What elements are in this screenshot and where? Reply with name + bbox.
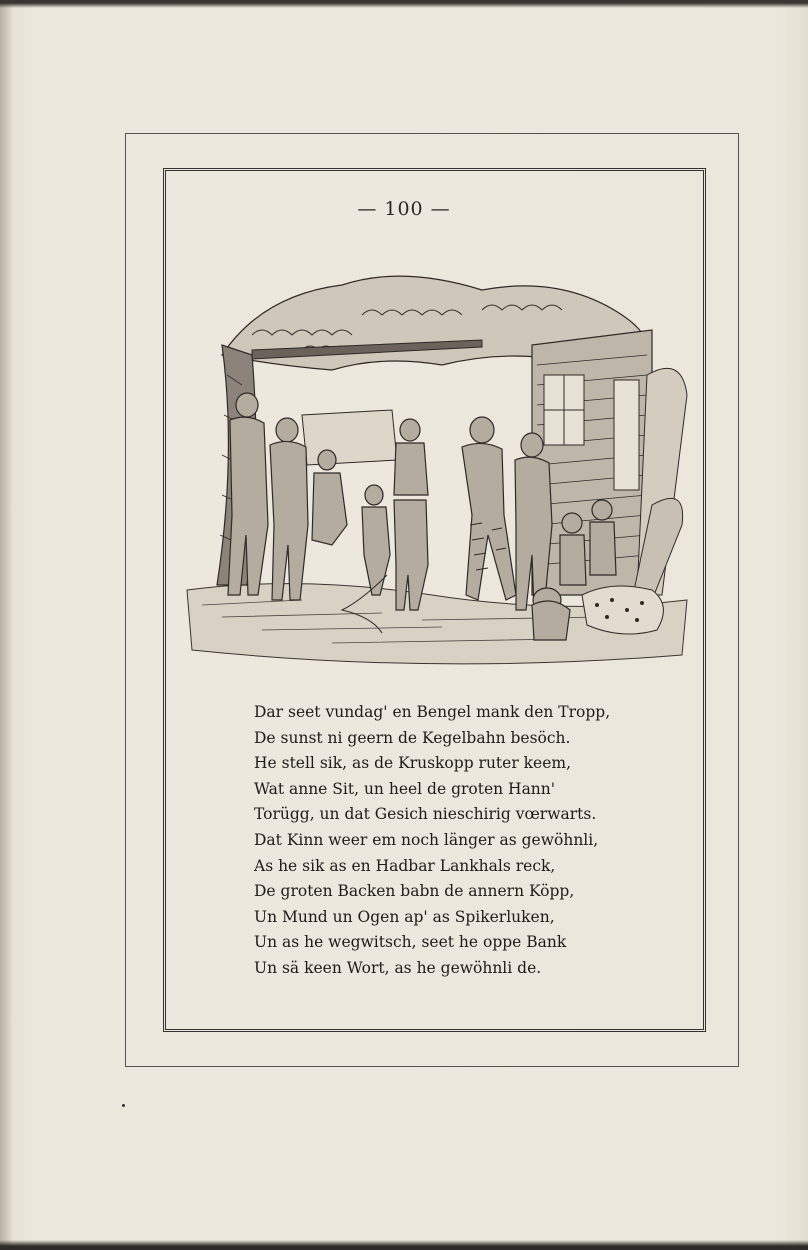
poem-line: De sunst ni geern de Kegelbahn besöch. bbox=[254, 728, 571, 747]
poem-line: Torügg, un dat Gesich nieschirig vœrwarts. bbox=[254, 805, 597, 824]
page-number: — 100 — bbox=[357, 198, 451, 220]
ink-dot bbox=[122, 1104, 125, 1107]
poem-line: As he sik as en Hadbar Lankhals reck, bbox=[254, 856, 556, 875]
top-edge bbox=[0, 0, 808, 8]
poem-line: He stell sik, as de Kruskopp ruter keem, bbox=[254, 754, 572, 773]
poem-line: Un as he wegwitsch, seet he oppe Bank bbox=[254, 933, 567, 952]
spine-shadow bbox=[0, 0, 12, 1250]
poem-line: Dat Kinn weer em noch länger as gewöhnli, bbox=[254, 830, 599, 849]
engraving-illustration bbox=[182, 255, 692, 670]
poem-line: Wat anne Sit, un heel de groten Hann' bbox=[254, 779, 556, 798]
poem-line: Un sä keen Wort, as he gewöhnli de. bbox=[254, 958, 542, 977]
bottom-edge bbox=[0, 1240, 808, 1250]
poem-line: Dar seet vundag' en Bengel mank den Tropp, bbox=[254, 703, 611, 721]
poem-line: De groten Backen babn de annern Köpp, bbox=[254, 882, 575, 901]
poem-line: Un Mund un Ogen ap' as Spikerluken, bbox=[254, 907, 555, 926]
poem bbox=[254, 700, 654, 982]
